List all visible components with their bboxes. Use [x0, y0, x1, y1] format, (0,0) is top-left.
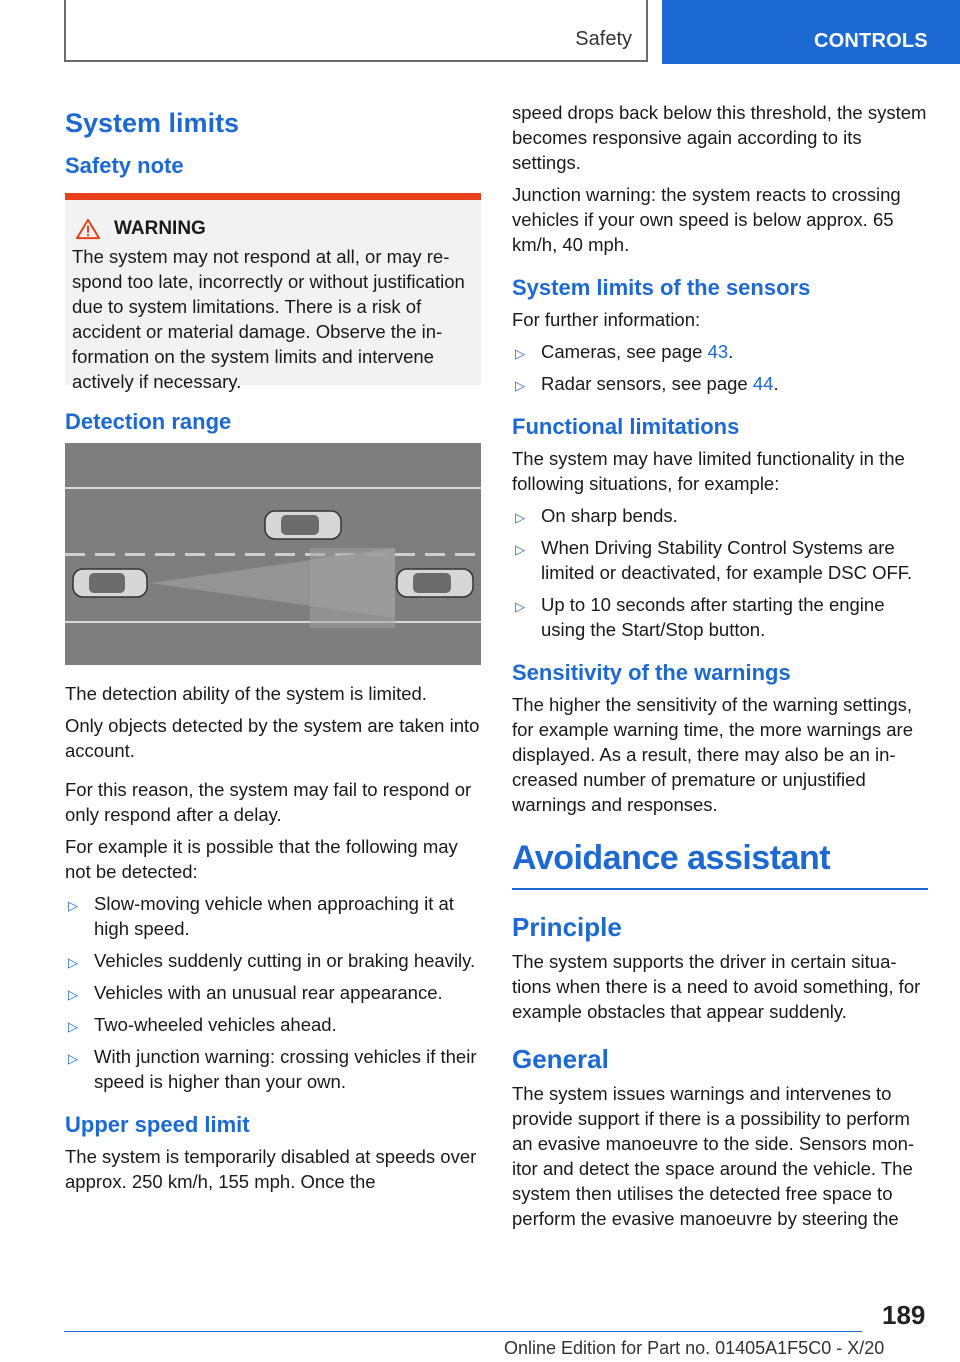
sensor-list	[512, 339, 928, 396]
triangle-bullet-icon: ▷	[68, 1051, 78, 1066]
speed-continued-text: speed drops back below this threshold, the system becomes responsive again according to its settings.	[512, 102, 927, 173]
warning-box	[65, 193, 481, 392]
list-item: ▷ Slow-moving vehicle when approaching it at high speed.	[68, 893, 454, 939]
left-column	[65, 96, 481, 1201]
heading-avoidance-assistant: Avoidance assistant	[512, 839, 928, 890]
detection-p4: For example it is possible that the following may not be detected:	[65, 836, 458, 882]
header-controls-label: CONTROLS	[814, 30, 928, 52]
header-section-title: Safety	[575, 28, 632, 50]
detection-p3: For this reason, the system may fail to respond or only respond after a delay.	[65, 779, 472, 825]
list-item: ▷ On sharp bends.	[512, 503, 928, 528]
car-left	[73, 569, 147, 597]
heading-safety-note: Safety note	[65, 153, 184, 178]
list-item: ▷ When Driving Stability Control Systems are limited or deactivated, for example DSC OFF.	[515, 537, 913, 583]
triangle-bullet-icon: ▷	[515, 542, 525, 557]
detection-range-illustration	[65, 443, 481, 665]
heading-system-limits: System limits	[65, 108, 240, 138]
page-number: 189	[882, 1300, 926, 1330]
general-text: The system issues warnings and intervenes to provide support if there is a possibility to perform an evasive manoeuvre to the side. Sensors monitor and detect the space around the vehicle. The system then utilises the detected free space to perform the evasive manoeuvre by steering the	[512, 1083, 915, 1229]
upper-speed-text: The system is temporarily disabled at speeds over approx. 250 km/h, 155 mph. Once the	[65, 1146, 477, 1192]
detection-p1: The detection ability of the system is limited.	[65, 683, 427, 704]
sensitivity-text: The higher the sensitivity of the warning settings, for example warning time, the more warnings are displayed. As a result, there may also be an increased number of premature or unjustified warnings and responses.	[512, 694, 914, 815]
heading-principle: Principle	[512, 912, 622, 942]
heading-upper-speed-limit: Upper speed limit	[65, 1112, 250, 1137]
car-top	[265, 511, 341, 539]
footer-rule	[64, 1331, 862, 1332]
header-section-box	[64, 0, 648, 62]
right-column	[512, 100, 928, 1238]
triangle-bullet-icon: ▷	[68, 1019, 78, 1034]
list-item: ▷ Up to 10 seconds after starting the engine using the Start/Stop button.	[515, 594, 885, 640]
list-item: ▷ With junction warning: crossing vehicles if their speed is higher than your own.	[68, 1046, 477, 1092]
warning-text: The system may not respond at all, or may respond too late, incorrectly or without justification due to system limitations. There is a risk of accident or material damage. Observe the information on the system limits and intervene actively if necessary.	[72, 246, 465, 392]
triangle-bullet-icon: ▷	[68, 955, 78, 970]
heading-general: General	[512, 1044, 609, 1074]
triangle-bullet-icon: ▷	[515, 510, 525, 525]
heading-detection-range: Detection range	[65, 409, 232, 434]
list-item: ▷ Radar sensors, see page 44.	[512, 371, 928, 396]
header-controls-tab[interactable]	[662, 0, 960, 64]
footer-edition: Online Edition for Part no. 01405A1F5C0 - X/20	[504, 1338, 885, 1358]
heading-sensor-limits: System limits of the sensors	[512, 275, 811, 300]
list-item: ▷ Two-wheeled vehicles ahead.	[65, 1012, 481, 1037]
detection-p2: Only objects detected by the system are taken into account.	[65, 715, 480, 761]
triangle-bullet-icon: ▷	[515, 346, 525, 361]
further-info-text: For further information:	[512, 309, 701, 330]
page-link-cameras[interactable]: 43	[707, 341, 729, 362]
triangle-bullet-icon: ▷	[515, 378, 525, 393]
triangle-bullet-icon: ▷	[515, 599, 525, 614]
triangle-bullet-icon: ▷	[68, 898, 78, 913]
principle-text: The system supports the driver in certain situations when there is a need to avoid something, for example obstacles that appear suddenly.	[512, 951, 921, 1022]
list-item: ▷ Vehicles suddenly cutting in or braking heavily.	[65, 948, 481, 973]
functional-text: The system may have limited functionality in the following situations, for example:	[512, 448, 905, 494]
list-item: ▷ Vehicles with an unusual rear appearance.	[65, 980, 481, 1005]
heading-functional-limitations: Functional limitations	[512, 414, 740, 439]
warning-triangle-icon	[74, 218, 102, 240]
junction-warning-text: Junction warning: the system reacts to crossing vehicles if your own speed is below approx. 65 km/h, 40 mph.	[512, 184, 901, 255]
page-link-radar[interactable]: 44	[752, 373, 774, 394]
functional-list	[512, 503, 928, 642]
warning-header	[72, 218, 471, 240]
warning-title: WARNING	[114, 218, 206, 239]
list-item: ▷ Cameras, see page 43.	[512, 339, 928, 364]
car-right	[397, 569, 473, 597]
triangle-bullet-icon: ▷	[68, 987, 78, 1002]
undetected-list	[65, 891, 481, 1094]
heading-sensitivity: Sensitivity of the warnings	[512, 660, 791, 685]
